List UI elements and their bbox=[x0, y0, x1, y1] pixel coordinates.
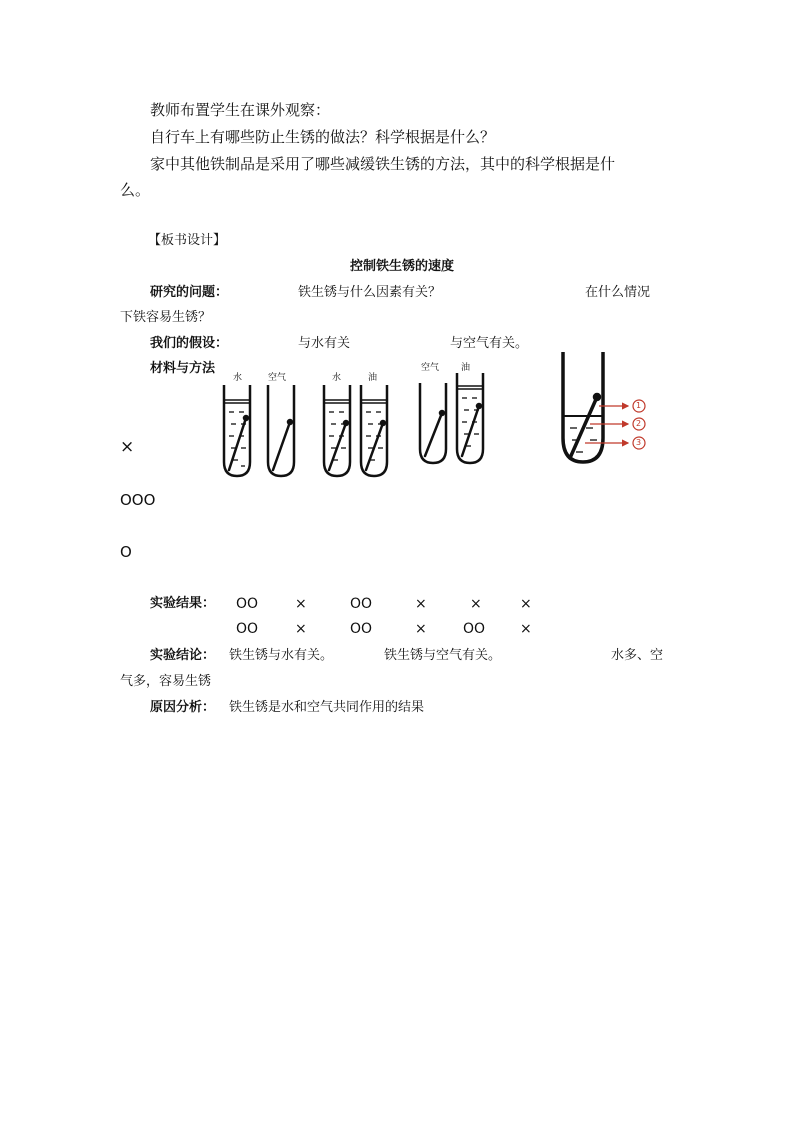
tube-label-water-1: 水 bbox=[233, 373, 243, 383]
dashes-tube-1 bbox=[229, 412, 246, 466]
materials-label: 材料与方法 bbox=[150, 361, 216, 376]
homework-line-1: 教师布置学生在课外观察： bbox=[150, 101, 331, 119]
homework-line-3: 家中其他铁制品是采用了哪些减缓铁生锈的方法，其中的科学根据是什 bbox=[150, 155, 616, 173]
result-r2-c3: OO bbox=[350, 621, 373, 637]
nail-6 bbox=[462, 406, 479, 456]
conclusion-more: 水多、空 bbox=[611, 648, 664, 663]
board-heading: 【板书设计】 bbox=[148, 233, 227, 248]
tube-label-oil-1: 油 bbox=[368, 373, 378, 383]
tube-label-oil-2: 油 bbox=[461, 363, 471, 373]
result-r2-c5: OO bbox=[463, 621, 486, 637]
nail-1 bbox=[229, 418, 246, 470]
tube-5 bbox=[420, 383, 446, 463]
mark-cross: × bbox=[120, 437, 135, 457]
nail-2 bbox=[273, 422, 290, 470]
question-label: 研究的问题： bbox=[150, 285, 229, 300]
hypothesis-water: 与水有关 bbox=[298, 336, 351, 351]
result-r1-c5: × bbox=[470, 596, 482, 612]
nail-3 bbox=[329, 423, 346, 470]
question-text: 铁生锈与什么因素有关？ bbox=[298, 285, 442, 300]
question-text-2: 在什么情况 bbox=[585, 285, 651, 300]
results-label: 实验结果： bbox=[150, 596, 216, 611]
tube-label-air-1: 空气 bbox=[268, 373, 287, 383]
mark-o: O bbox=[120, 543, 132, 561]
analysis-text: 铁生锈是水和空气共同作用的结果 bbox=[229, 700, 425, 715]
result-r2-c2: × bbox=[295, 621, 307, 637]
hypothesis-air: 与空气有关。 bbox=[450, 336, 529, 351]
dashes-tube-4 bbox=[366, 412, 383, 460]
question-cont: 下铁容易生锈？ bbox=[120, 310, 212, 325]
conclusion-cont: 气多，容易生锈 bbox=[120, 674, 212, 689]
nail-4 bbox=[366, 423, 383, 470]
tube-label-air-2: 空气 bbox=[421, 363, 440, 373]
result-r2-c4: × bbox=[415, 621, 427, 637]
big-tube bbox=[563, 352, 603, 462]
result-r1-c4: × bbox=[415, 596, 427, 612]
conclusion-air: 铁生锈与空气有关。 bbox=[384, 648, 502, 663]
circle-label-2: 2 bbox=[636, 419, 642, 428]
result-r1-c1: OO bbox=[236, 596, 259, 612]
tube-label-water-2: 水 bbox=[332, 373, 342, 383]
circle-label-3: 3 bbox=[636, 438, 642, 447]
tube-2 bbox=[268, 385, 294, 476]
analysis-label: 原因分析： bbox=[150, 700, 216, 715]
board-title: 控制铁生锈的速度 bbox=[350, 259, 455, 274]
result-r1-c6: × bbox=[520, 596, 532, 612]
conclusion-label: 实验结论： bbox=[150, 648, 216, 663]
nail-5 bbox=[425, 413, 442, 456]
homework-line-3-cont: 么。 bbox=[120, 181, 151, 199]
result-r2-c6: × bbox=[520, 621, 532, 637]
result-r2-c1: OO bbox=[236, 621, 259, 637]
result-r1-c3: OO bbox=[350, 596, 373, 612]
result-r1-c2: × bbox=[295, 596, 307, 612]
hypothesis-label: 我们的假设： bbox=[150, 336, 229, 351]
dashes-tube-3 bbox=[329, 412, 346, 460]
circle-label-1: 1 bbox=[636, 401, 642, 410]
homework-line-2: 自行车上有哪些防止生锈的做法？科学根据是什么？ bbox=[150, 128, 496, 146]
tube-4 bbox=[361, 385, 387, 476]
conclusion-water: 铁生锈与水有关。 bbox=[229, 648, 334, 663]
tube-3 bbox=[324, 385, 350, 476]
mark-ooo: OOO bbox=[120, 491, 156, 509]
tube-1 bbox=[224, 385, 250, 476]
